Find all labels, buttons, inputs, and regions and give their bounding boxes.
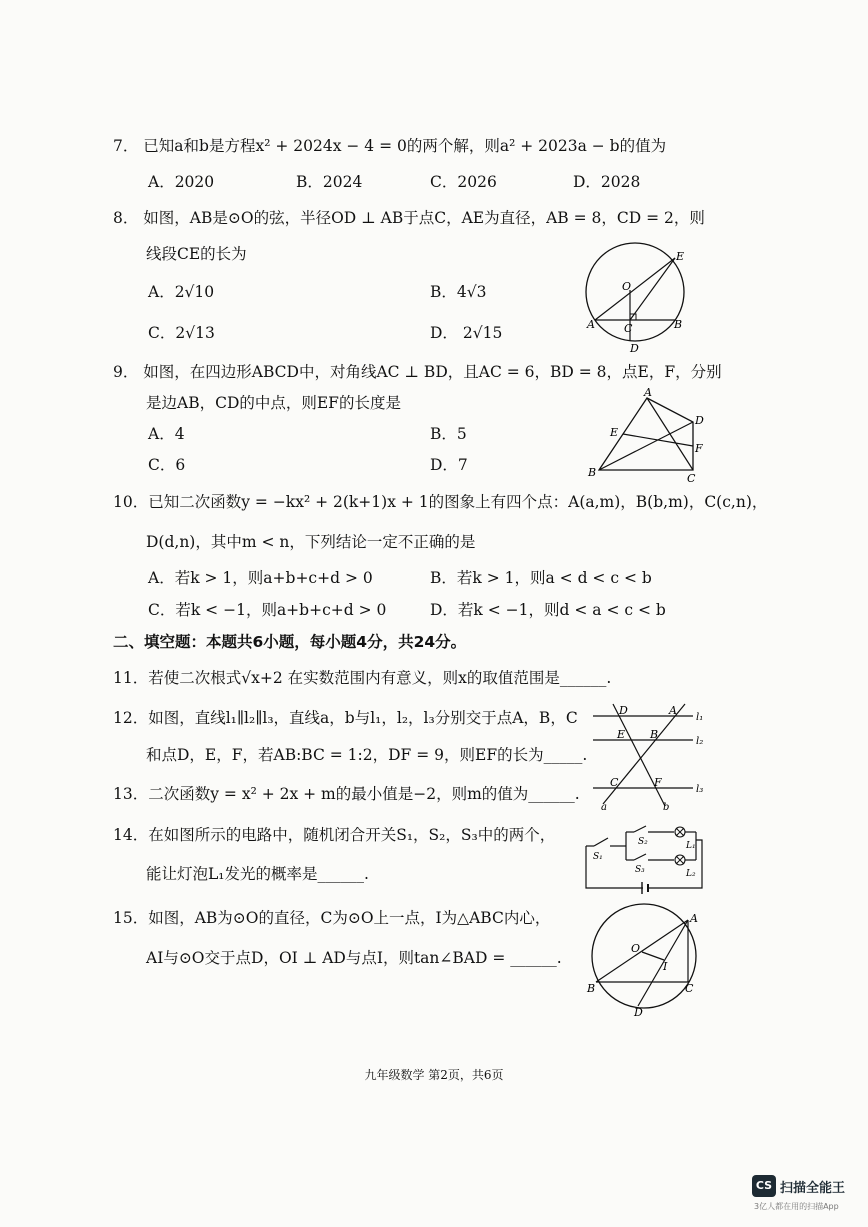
q12-label-f: F <box>654 776 662 789</box>
section-2-heading: 二、填空题：本题共6小题，每小题4分，共24分。 <box>113 633 467 651</box>
q13-stem: 13．二次函数y = x² + 2x + m的最小值是−2，则m的值为______. <box>113 785 580 803</box>
q8-option-b: B．4√3 <box>430 283 487 301</box>
q10-option-d: D．若k < −1，则d < a < c < b <box>430 601 666 619</box>
q8-option-d: D． 2√15 <box>430 324 503 342</box>
q14-label-l2: L₂ <box>686 869 696 879</box>
q7-option-d: D．2028 <box>573 173 641 191</box>
q8-label-b: B <box>674 318 683 331</box>
scanner-logo-icon: CS <box>752 1175 776 1197</box>
q9-stem: 9． 如图，在四边形ABCD中，对角线AC ⊥ BD，且AC = 6，BD = 8，点E，F，分别 <box>113 363 722 381</box>
q14-circuit-figure <box>580 818 715 898</box>
q14-label-s3: S₃ <box>635 865 645 875</box>
q15-label-b: B <box>587 982 596 995</box>
q9-option-c: C．6 <box>148 456 186 474</box>
q15-label-o: O <box>631 942 641 955</box>
q12-label-e: E <box>617 728 626 741</box>
q12-label-a: A <box>669 704 677 717</box>
q8-label-a: A <box>587 318 595 331</box>
scanner-app-name: 扫描全能王 <box>780 1181 846 1196</box>
q9-option-b: B．5 <box>430 425 467 443</box>
q12-stem-2: 和点D，E，F，若AB:BC = 1:2，DF = 9，则EF的长为_____. <box>146 746 588 764</box>
q12-label-b-line: b <box>663 802 670 812</box>
q12-label-l3: l₃ <box>696 784 704 795</box>
q14-label-s1: S₁ <box>593 852 603 862</box>
q8-stem-2: 线段CE的长为 <box>146 245 247 263</box>
q8-label-e: E <box>676 250 685 263</box>
q14-stem: 14．在如图所示的电路中，随机闭合开关S₁，S₂，S₃中的两个， <box>113 826 556 844</box>
q12-label-d: D <box>619 704 628 717</box>
q10-stem: 10．已知二次函数y = −kx² + 2(k+1)x + 1的图象上有四个点：A(a,m)，B(b,m)，C(c,n)， <box>113 493 768 511</box>
q8-stem: 8． 如图，AB是⊙O的弦，半径OD ⊥ AB于点C，AE为直径，AB = 8，CD = 2，则 <box>113 209 705 227</box>
q14-label-s2: S₂ <box>638 837 648 847</box>
q15-stem-2: AI与⊙O交于点D，OI ⊥ AD与点I，则tan∠BAD = ______. <box>146 949 562 967</box>
q15-circle-figure <box>582 900 712 1020</box>
q8-label-c: C <box>624 322 633 335</box>
q9-label-a: A <box>644 386 652 399</box>
q15-label-i: I <box>663 960 668 973</box>
q9-quadrilateral-figure <box>585 386 715 484</box>
q12-parallel-lines-figure <box>585 700 715 812</box>
q9-label-d: D <box>695 414 704 427</box>
q15-label-c: C <box>685 982 694 995</box>
q10-option-c: C．若k < −1，则a+b+c+d > 0 <box>148 601 387 619</box>
q12-label-c: C <box>610 776 619 789</box>
q7-option-a: A．2020 <box>148 173 215 191</box>
q9-label-b: B <box>588 466 597 479</box>
q7-option-b: B．2024 <box>296 173 363 191</box>
q12-label-b: B <box>650 728 659 741</box>
q9-label-e: E <box>610 426 619 439</box>
q12-label-a-line: a <box>601 802 607 812</box>
q8-label-o: O <box>622 280 632 293</box>
q7-stem: 7． 已知a和b是方程x² + 2024x − 4 = 0的两个解，则a² + 2023a − b的值为 <box>113 137 667 155</box>
q9-label-f: F <box>695 442 703 455</box>
scanner-tagline: 3亿人都在用的扫描App <box>754 1202 839 1211</box>
q8-option-c: C．2√13 <box>148 324 215 342</box>
q9-option-a: A．4 <box>148 425 185 443</box>
q10-option-a: A．若k > 1，则a+b+c+d > 0 <box>148 569 373 587</box>
q11-stem: 11．若使二次根式√x+2 在实数范围内有意义，则x的取值范围是______. <box>113 669 612 687</box>
q9-label-c: C <box>687 472 696 484</box>
page-footer: 九年级数学 第2页，共6页 <box>364 1068 504 1082</box>
q12-label-l2: l₂ <box>696 736 704 747</box>
q14-label-l1: L₁ <box>686 841 696 851</box>
q12-stem: 12．如图，直线l₁∥l₂∥l₃，直线a，b与l₁，l₂，l₃分别交于点A，B，C <box>113 709 578 727</box>
q9-option-d: D．7 <box>430 456 468 474</box>
q8-label-d: D <box>630 342 639 355</box>
q10-stem-2: D(d,n)，其中m < n，下列结论一定不正确的是 <box>146 533 476 551</box>
q15-stem: 15．如图，AB为⊙O的直径，C为⊙O上一点，I为△ABC内心， <box>113 909 551 927</box>
q12-label-l1: l₁ <box>696 712 704 723</box>
q7-option-c: C．2026 <box>430 173 497 191</box>
q8-circle-figure <box>580 238 700 356</box>
q14-stem-2: 能让灯泡L₁发光的概率是______. <box>146 865 369 883</box>
q15-label-a: A <box>690 912 698 925</box>
q15-label-d: D <box>634 1006 643 1019</box>
q10-option-b: B．若k > 1，则a < d < c < b <box>430 569 652 587</box>
q9-stem-2: 是边AB，CD的中点，则EF的长度是 <box>146 394 401 412</box>
q8-option-a: A．2√10 <box>148 283 215 301</box>
scanner-watermark <box>752 1173 862 1219</box>
